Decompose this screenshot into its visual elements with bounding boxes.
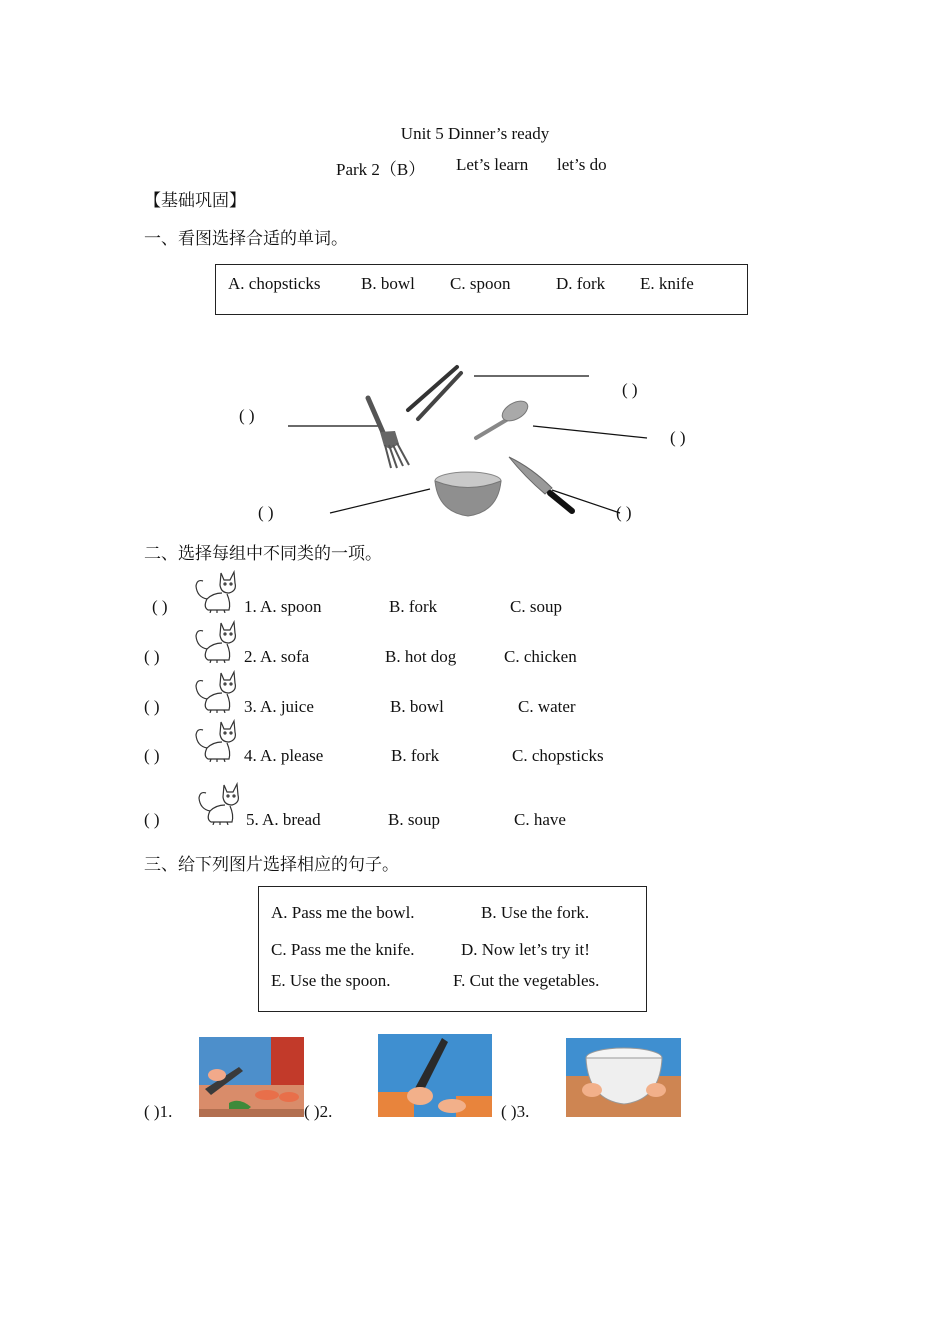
section-tag: 【基础巩固】 [144,191,246,210]
section2-blank-3[interactable]: ( ) [144,697,160,716]
section2-item1-option-b: B. fork [389,597,438,616]
section2-item5-option-a: 5. A. bread [246,810,321,829]
section3-answer-3[interactable]: ( )3. [501,1102,530,1121]
section2-item3-option-c: C. water [518,697,576,716]
section2-item4-option-c: C. chopsticks [512,746,604,765]
section2-item1-option-a: 1. A. spoon [244,597,322,616]
section2-item1-option-c: C. soup [510,597,562,616]
page-subtitle-learn: Let’s learn [456,155,529,174]
word-option-e: E. knife [640,274,694,293]
sentence-bank-box [258,886,647,1012]
section2-item4-option-a: 4. A. please [244,746,324,765]
section2-item5-option-c: C. have [514,810,566,829]
section2-blank-4[interactable]: ( ) [144,746,160,765]
chopsticks-icon [408,367,461,419]
knife-icon [509,457,572,511]
section3-answer-2[interactable]: ( )2. [304,1102,333,1121]
section2-heading: 二、选择每组中不同类的一项。 [144,544,382,563]
section3-answer-1[interactable]: ( )1. [144,1102,173,1121]
section2-item3-option-b: B. bowl [390,697,444,716]
section3-heading: 三、给下列图片选择相应的句子。 [144,855,399,874]
section2-item3-option-a: 3. A. juice [244,697,314,716]
sentence-option-f: F. Cut the vegetables. [453,971,600,990]
section2-item2-option-c: C. chicken [504,647,577,666]
section1-blank-bowl[interactable]: ( ) [258,503,274,522]
sentence-option-c: C. Pass me the knife. [271,940,415,959]
bowl-icon [435,472,501,516]
cat-icon [193,569,243,613]
answer-line-bowl [330,489,430,513]
word-option-c: C. spoon [450,274,511,293]
section1-heading: 一、看图选择合适的单词。 [144,229,348,248]
page-title: Unit 5 Dinner’s ready [400,124,550,143]
section2-blank-1[interactable]: ( ) [152,597,168,616]
section2-item4-option-b: B. fork [391,746,440,765]
fork-icon [368,398,409,468]
section1-blank-fork[interactable]: ( ) [239,406,255,425]
utensil-matching-illustration [0,0,950,540]
page-subtitle-part: Park 2（B） [336,160,426,179]
sentence-option-d: D. Now let’s try it! [461,940,590,959]
sentence-option-a: A. Pass me the bowl. [271,903,415,922]
section2-item5-option-b: B. soup [388,810,440,829]
cat-icon [193,718,243,762]
word-option-a: A. chopsticks [228,274,321,293]
cat-icon [196,781,246,825]
section2-blank-5[interactable]: ( ) [144,810,160,829]
cat-icon [193,619,243,663]
answer-line-spoon [533,426,647,438]
page-subtitle-do: let’s do [557,155,607,174]
section2-item2-option-a: 2. A. sofa [244,647,310,666]
picture-pass-bowl [566,1038,681,1117]
section1-blank-spoon[interactable]: ( ) [670,428,686,447]
sentence-option-b: B. Use the fork. [481,903,590,922]
picture-cut-vegetables [199,1037,304,1117]
word-option-d: D. fork [556,274,606,293]
spoon-icon [476,397,531,438]
section1-blank-chopsticks[interactable]: ( ) [622,380,638,399]
section2-item2-option-b: B. hot dog [385,647,457,666]
section2-blank-2[interactable]: ( ) [144,647,160,666]
sentence-option-e: E. Use the spoon. [271,971,391,990]
picture-pass-knife [378,1034,492,1117]
cat-icon [193,669,243,713]
word-option-b: B. bowl [361,274,415,293]
section1-blank-knife[interactable]: ( ) [616,503,632,522]
